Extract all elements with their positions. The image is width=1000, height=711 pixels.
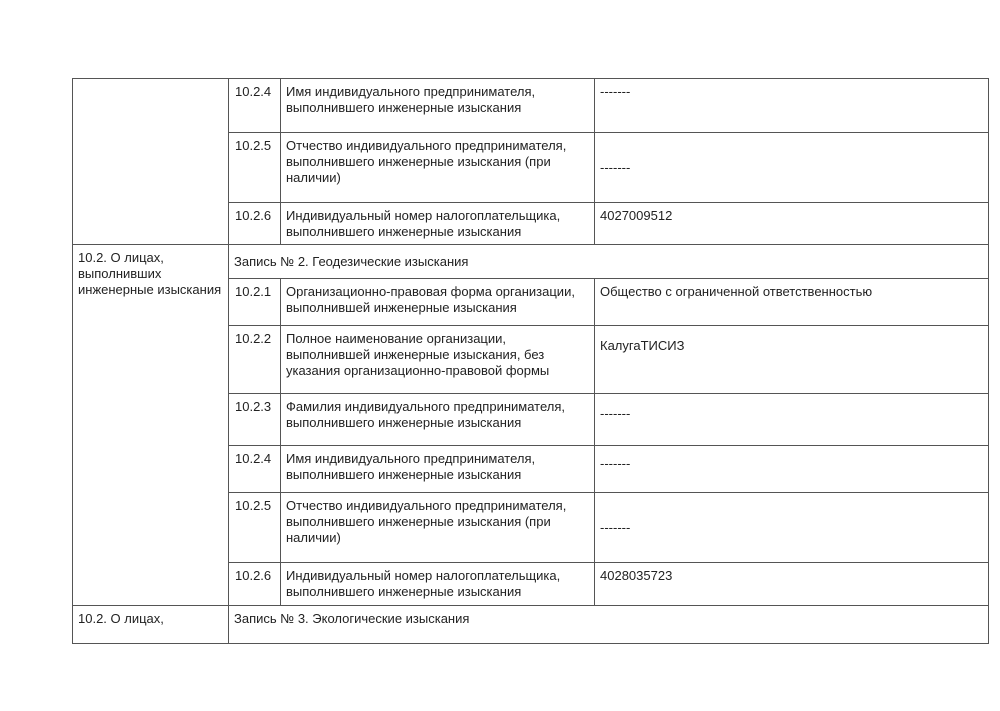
row-number: 10.2.6 (229, 203, 281, 245)
row-value: Общество с ограниченной ответственностью (595, 279, 989, 326)
row-label: Имя индивидуального предпринимателя, выполнившего инженерные изыскания (281, 446, 595, 493)
row-value: ------- (595, 133, 989, 203)
row-value: 4028035723 (595, 563, 989, 606)
row-value: КалугаТИСИЗ (595, 326, 989, 394)
record-header-row (73, 606, 989, 644)
section-cell: 10.2. О лицах, выполнивших инженерные изыскания (73, 245, 229, 606)
row-number: 10.2.5 (229, 133, 281, 203)
row-value: ------- (595, 493, 989, 563)
row-value: ------- (595, 446, 989, 493)
row-value: ------- (595, 394, 989, 446)
row-value: 4027009512 (595, 203, 989, 245)
table-row (73, 79, 989, 133)
row-number: 10.2.6 (229, 563, 281, 606)
record-title: Запись № 2. Геодезические изыскания (229, 245, 989, 279)
row-number: 10.2.5 (229, 493, 281, 563)
row-number: 10.2.4 (229, 446, 281, 493)
row-number: 10.2.2 (229, 326, 281, 394)
row-number: 10.2.4 (229, 79, 281, 133)
row-label: Имя индивидуального предпринимателя, выполнившего инженерные изыскания (281, 79, 595, 133)
row-label: Организационно-правовая форма организации, выполнившей инженерные изыскания (281, 279, 595, 326)
section-cell: 10.2. О лицах, (73, 606, 229, 644)
row-label: Индивидуальный номер налогоплательщика, выполнившего инженерные изыскания (281, 203, 595, 245)
row-label: Отчество индивидуального предпринимателя, выполнившего инженерные изыскания (при наличии) (281, 493, 595, 563)
row-value: ------- (595, 79, 989, 133)
row-number: 10.2.1 (229, 279, 281, 326)
record-title: Запись № 3. Экологические изыскания (229, 606, 989, 644)
row-label: Отчество индивидуального предпринимателя, выполнившего инженерные изыскания (при наличии) (281, 133, 595, 203)
row-label: Индивидуальный номер налогоплательщика, выполнившего инженерные изыскания (281, 563, 595, 606)
row-label: Полное наименование организации, выполнившей инженерные изыскания, без указания организационно-правовой формы (281, 326, 595, 394)
section-cell-empty (73, 79, 229, 245)
engineering-surveys-table (72, 78, 989, 644)
row-number: 10.2.3 (229, 394, 281, 446)
row-label: Фамилия индивидуального предпринимателя, выполнившего инженерные изыскания (281, 394, 595, 446)
record-header-row (73, 245, 989, 279)
